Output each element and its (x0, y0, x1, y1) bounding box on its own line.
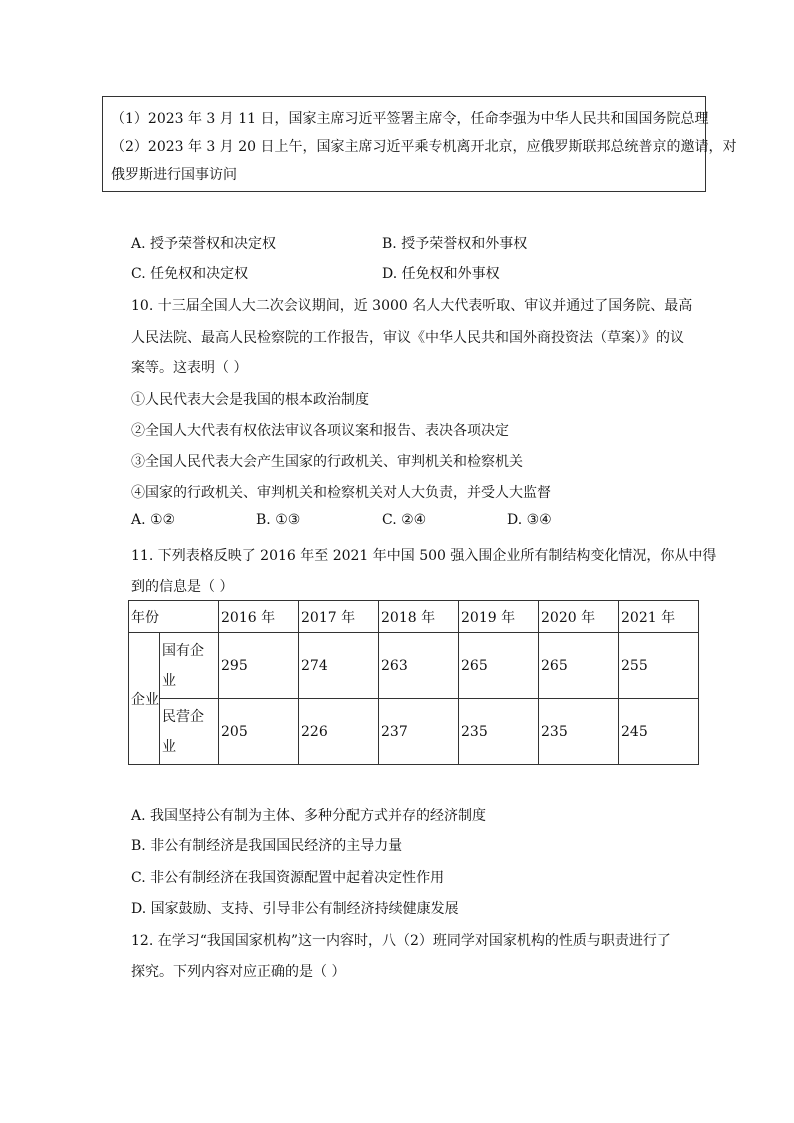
table-row-label (160, 699, 219, 765)
row-label-part: 业 (162, 672, 176, 689)
q10-option-b: B. ①③ (256, 512, 301, 528)
q9-option-d: D. 任免权和外事权 (382, 266, 500, 282)
table-cell: 274 (299, 633, 379, 699)
table-header-cell: 2018 年 (379, 601, 459, 633)
table-header-cell: 2019 年 (459, 601, 539, 633)
q11-option-d: D. 国家鼓励、支持、引导非公有制经济持续健康发展 (131, 901, 459, 917)
material-line: （1）2023 年 3 月 11 日，国家主席习近平签署主席令，任命李强为中华人民共和国国务院总理 (111, 111, 709, 127)
q11-option-b: B. 非公有制经济是我国国民经济的主导力量 (131, 838, 403, 854)
q9-option-c: C. 任免权和决定权 (131, 266, 249, 282)
material-line: （2）2023 年 3 月 20 日上午，国家主席习近平乘专机离开北京，应俄罗斯联邦总统普京的邀请，对 (111, 139, 737, 155)
q10-stem: 案等。这表明（ ） (131, 360, 248, 376)
q10-option-d: D. ③④ (507, 512, 552, 528)
q10-option-a: A. ①② (131, 512, 176, 528)
q9-option-b: B. 授予荣誉权和外事权 (382, 236, 528, 252)
table-cell: 295 (219, 633, 299, 699)
table-header-cell: 2020 年 (539, 601, 619, 633)
table-cell: 263 (379, 633, 459, 699)
q11-option-c: C. 非公有制经济在我国资源配置中起着决定性作用 (131, 870, 445, 886)
table-cell: 226 (299, 699, 379, 765)
table-cell: 237 (379, 699, 459, 765)
table-header-cell: 2016 年 (219, 601, 299, 633)
q9-option-a: A. 授予荣誉权和决定权 (131, 236, 277, 252)
q10-stem: 人民法院、最高人民检察院的工作报告，审议《中华人民共和国外商投资法（草案）》的议 (131, 330, 684, 346)
table-header-row (129, 601, 699, 633)
row-label-part: 业 (162, 738, 176, 755)
table-header-cell: 年份 (129, 601, 219, 633)
table-row (129, 699, 699, 765)
q12-stem: 12. 在学习“我国国家机构”这一内容时，八（2）班同学对国家机构的性质与职责进行了 (131, 933, 671, 949)
table-cell: 265 (459, 633, 539, 699)
row-label-part: 民营企 (162, 708, 204, 725)
table-cell: 265 (539, 633, 619, 699)
q11-stem: 11. 下列表格反映了 2016 年至 2021 年中国 500 强入围企业所有制结构变化情况，你从中得 (131, 548, 717, 564)
table-cell: 235 (539, 699, 619, 765)
table-cell: 235 (459, 699, 539, 765)
q11-option-a: A. 我国坚持公有制为主体、多种分配方式并存的经济制度 (131, 808, 487, 824)
table-header-cell: 2021 年 (619, 601, 699, 633)
q10-statement: ④国家的行政机关、审判机关和检察机关对人大负责，并受人大监督 (131, 485, 551, 501)
q10-stem: 10. 十三届全国人大二次会议期间，近 3000 名人大代表听取、审议并通过了国务院、最高 (131, 298, 693, 314)
table-row-label (160, 633, 219, 699)
q10-option-c: C. ②④ (382, 512, 427, 528)
q12-stem: 探究。下列内容对应正确的是（ ） (131, 964, 346, 980)
table-header-cell: 2017 年 (299, 601, 379, 633)
q10-statement: ①人民代表大会是我国的根本政治制度 (131, 392, 369, 408)
table-row (129, 633, 699, 699)
q10-statement: ②全国人大代表有权依法审议各项议案和报告、表决各项决定 (131, 423, 509, 439)
enterprise-ownership-table (128, 600, 699, 765)
table-cell: 245 (619, 699, 699, 765)
q11-stem: 到的信息是（ ） (131, 579, 234, 595)
table-cell: 205 (219, 699, 299, 765)
q10-statement: ③全国人民代表大会产生国家的行政机关、审判机关和检察机关 (131, 454, 523, 470)
material-line: 俄罗斯进行国事访问 (111, 167, 237, 183)
material-box (102, 96, 737, 192)
table-cell: 255 (619, 633, 699, 699)
row-label-part: 国有企 (162, 642, 204, 659)
table-group-label: 企业 (129, 633, 160, 765)
